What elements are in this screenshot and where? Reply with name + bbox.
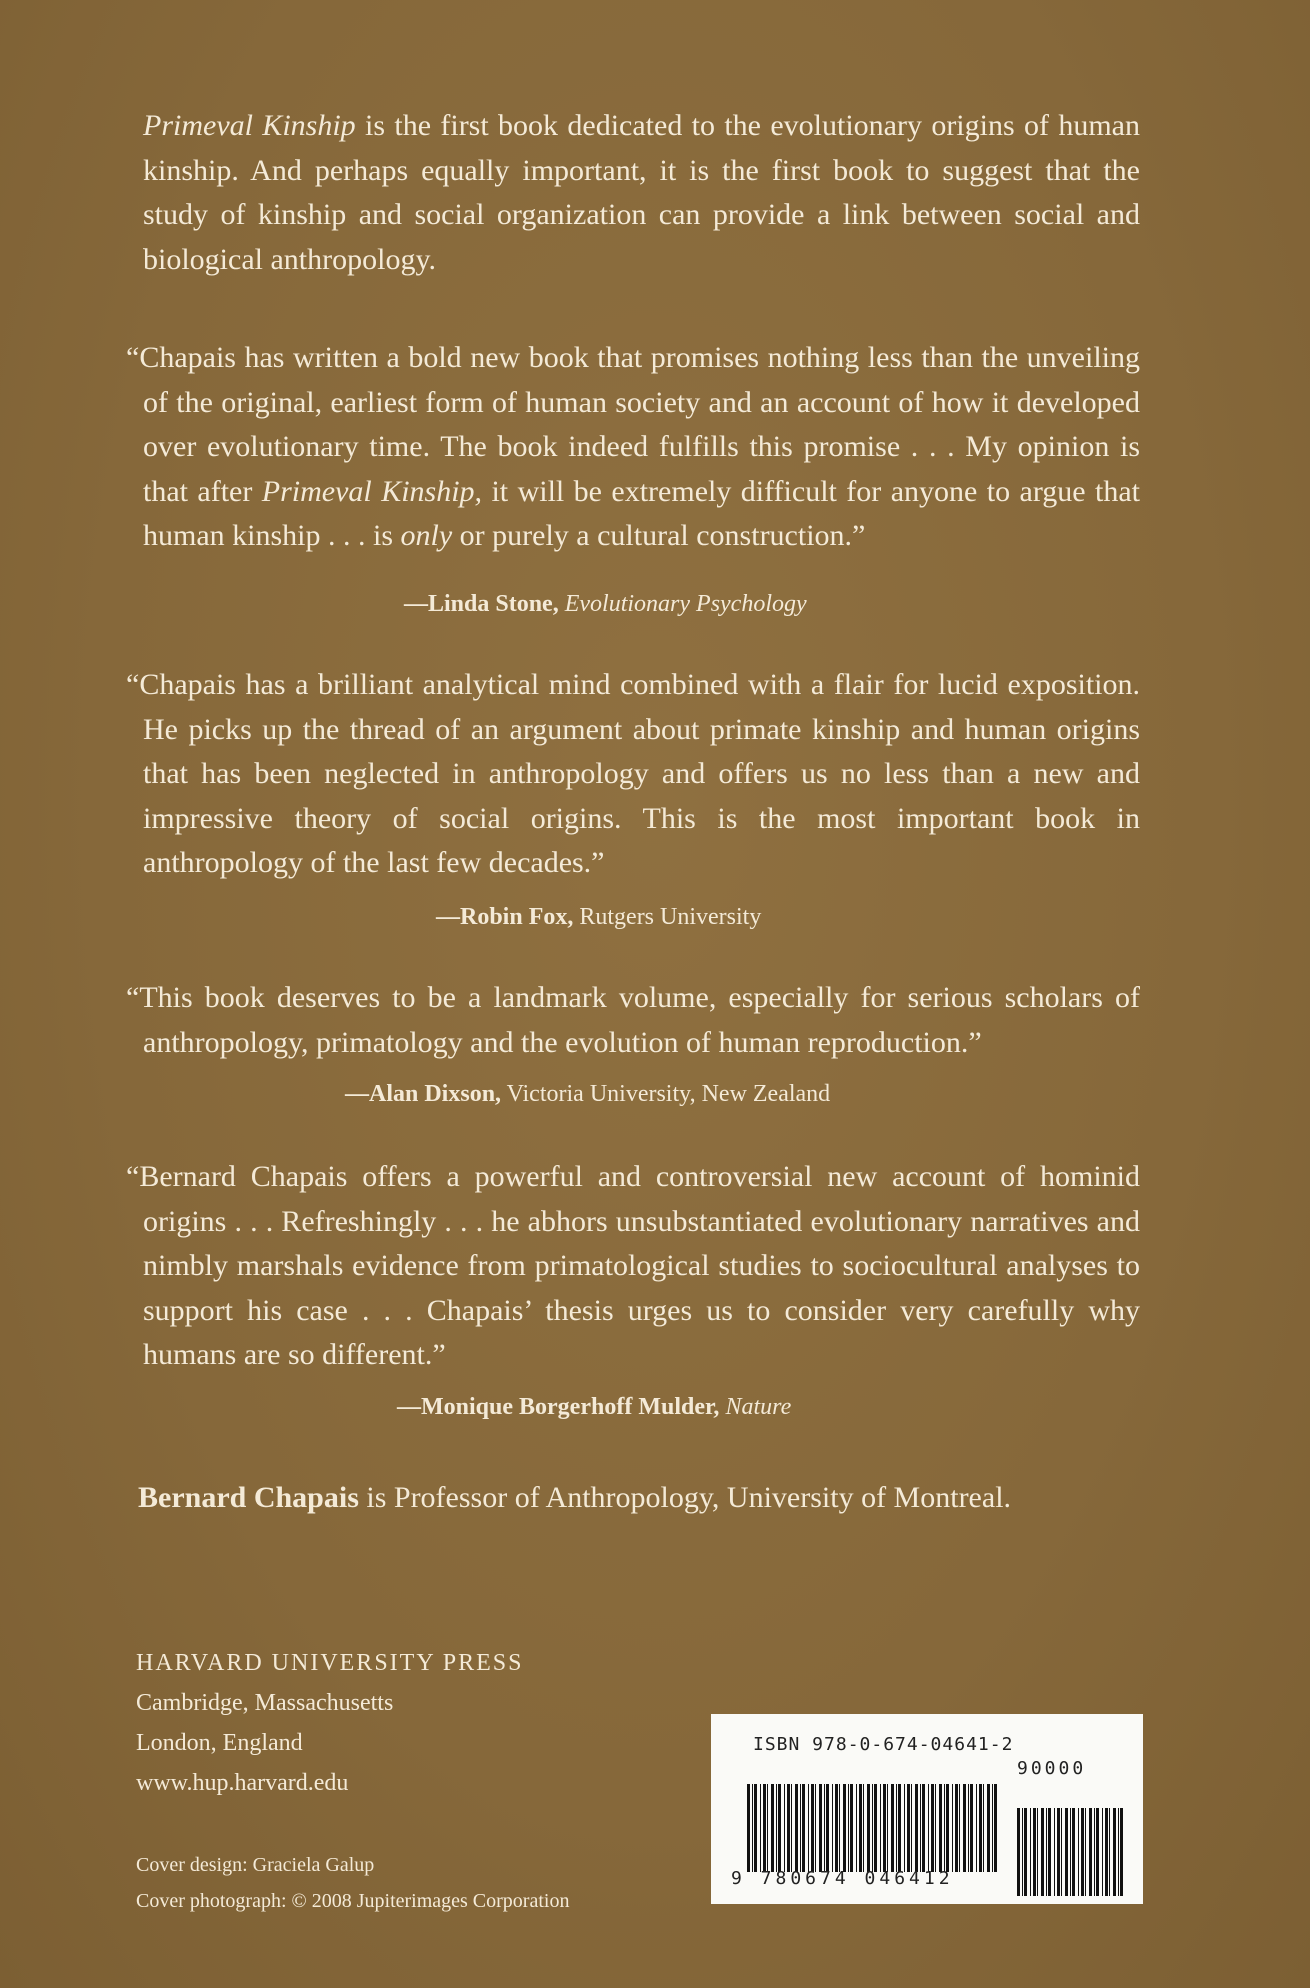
quote-text: “Bernard Chapais offers a powerful and controversial new account of hominid origins . . . Refreshingly . . . he abhors unsubstantiated evolutionary narratives and nimbly marshals evidence from primatological studies to sociocultural analyses to support his case . . . Chapais’ thesis urges us to consider very carefully why humans are so different.” xyxy=(126,1160,1140,1371)
publisher-city: London, England xyxy=(136,1730,303,1756)
barcode-stripe xyxy=(832,1784,833,1872)
attribution-author: —Linda Stone, xyxy=(404,591,559,617)
review-quote xyxy=(126,976,1140,1065)
barcode xyxy=(711,1714,1143,1904)
publisher-name: HARVARD UNIVERSITY PRESS xyxy=(136,1650,524,1676)
quote-attribution xyxy=(397,1394,791,1421)
quote-attribution xyxy=(436,904,761,931)
barcode-stripe xyxy=(747,1784,750,1872)
barcode-stripe xyxy=(795,1784,798,1872)
barcode-stripe xyxy=(754,1784,757,1872)
addon-barcode-bars xyxy=(1017,1808,1129,1896)
barcode-stripe xyxy=(920,1784,921,1872)
review-quote xyxy=(126,1155,1140,1378)
barcode-stripe xyxy=(808,1784,809,1872)
quote-italic: only xyxy=(400,519,453,552)
barcode-stripe xyxy=(1120,1808,1123,1896)
barcode-stripe xyxy=(1017,1808,1020,1896)
barcode-stripe xyxy=(992,1784,993,1872)
attribution-source: Nature xyxy=(725,1394,792,1420)
barcode-stripe xyxy=(850,1784,853,1872)
barcode-stripe xyxy=(968,1784,969,1872)
quote-attribution xyxy=(404,591,807,618)
barcode-stripe xyxy=(911,1784,912,1872)
cover-design-credit: Cover design: Graciela Galup xyxy=(136,1854,375,1876)
barcode-stripe xyxy=(922,1784,925,1872)
barcode-stripe xyxy=(887,1784,888,1872)
blurb-text: is the first book dedicated to the evolutionary origins of human kinship. And perhaps equally important, it is the first book to suggest that the study of kinship and social organization can provide a link between social and biological anthropology. xyxy=(143,109,1140,276)
barcode-stripe xyxy=(1078,1808,1079,1896)
barcode-stripe xyxy=(944,1784,945,1872)
barcode-stripe xyxy=(935,1784,936,1872)
barcode-stripe xyxy=(1118,1808,1119,1896)
barcode-stripe xyxy=(872,1784,873,1872)
attribution-author: —Robin Fox, xyxy=(436,904,574,930)
barcode-stripe xyxy=(800,1784,801,1872)
barcode-stripe xyxy=(1109,1808,1110,1896)
barcode-stripe xyxy=(811,1784,814,1872)
barcode-stripe xyxy=(1072,1808,1075,1896)
barcode-number: 9 780674 046412 xyxy=(731,1868,954,1889)
barcode-stripe xyxy=(1037,1808,1038,1896)
author-name: Bernard Chapais xyxy=(138,1481,359,1514)
barcode-stripe xyxy=(963,1784,966,1872)
quote-text: it will be extremely difficult for anyone to argue that human kinship . . . is xyxy=(143,474,1141,552)
publisher-city: Cambridge, Massachusetts xyxy=(136,1690,394,1716)
barcode-stripe xyxy=(763,1784,766,1872)
barcode-stripe xyxy=(843,1784,846,1872)
barcode-stripe xyxy=(1102,1808,1103,1896)
barcode-stripe xyxy=(970,1784,973,1872)
barcode-stripe xyxy=(994,1784,997,1872)
barcode-stripe xyxy=(867,1784,870,1872)
barcode-stripe xyxy=(1070,1808,1071,1896)
barcode-stripe xyxy=(802,1784,805,1872)
price-code: 90000 xyxy=(1017,1758,1087,1779)
barcode-stripe xyxy=(815,1784,816,1872)
attribution-author: —Alan Dixson, xyxy=(345,1081,502,1107)
barcode-stripe xyxy=(784,1784,785,1872)
barcode-stripe xyxy=(946,1784,949,1872)
barcode-stripe xyxy=(898,1784,901,1872)
cover-photo-credit: Cover photograph: © 2008 Jupiterimages Corporation xyxy=(136,1890,570,1912)
barcode-stripe xyxy=(863,1784,864,1872)
barcode-stripe xyxy=(931,1784,934,1872)
barcode-stripe xyxy=(874,1784,877,1872)
barcode-stripe xyxy=(896,1784,897,1872)
barcode-stripe xyxy=(928,1784,929,1872)
book-blurb xyxy=(143,104,1140,282)
barcode-stripe xyxy=(904,1784,905,1872)
barcode-stripe xyxy=(1054,1808,1055,1896)
review-quote xyxy=(126,336,1140,559)
attribution-source: Victoria University, New Zealand xyxy=(506,1081,831,1107)
quote-attribution xyxy=(345,1081,830,1108)
barcode-stripe xyxy=(976,1784,977,1872)
review-quote xyxy=(126,663,1140,886)
quote-text: “Chapais has written a bold new book that promises nothing less than the unveiling of the original, earliest form of human society and an account of how it developed over evolutionary time. The book indeed fulfills this promise . . . My opinion is that after xyxy=(126,341,1140,508)
barcode-stripe xyxy=(1041,1808,1044,1896)
barcode-stripe xyxy=(1057,1808,1060,1896)
barcode-stripe xyxy=(987,1784,990,1872)
isbn-text: ISBN 978-0-674-04641-2 xyxy=(753,1734,1014,1755)
barcode-stripe xyxy=(1105,1808,1108,1896)
barcode-stripe xyxy=(1061,1808,1062,1896)
barcode-stripe xyxy=(1048,1808,1051,1896)
attribution-source: Rutgers University xyxy=(579,904,762,930)
barcode-stripe xyxy=(1024,1808,1027,1896)
barcode-bars xyxy=(747,1784,999,1872)
barcode-stripe xyxy=(952,1784,953,1872)
publisher-website: www.hup.harvard.edu xyxy=(136,1770,349,1796)
quote-italic: Primeval Kinship, xyxy=(261,474,483,508)
barcode-stripe xyxy=(979,1784,982,1872)
barcode-stripe xyxy=(1065,1808,1068,1896)
barcode-stripe xyxy=(824,1784,825,1872)
author-bio xyxy=(138,1481,1011,1515)
barcode-stripe xyxy=(1085,1808,1086,1896)
barcode-stripe xyxy=(778,1784,781,1872)
barcode-stripe xyxy=(819,1784,822,1872)
quote-text: “This book deserves to be a landmark volume, especially for serious scholars of anthropology, primatology and the evolution of human reproduction.” xyxy=(126,981,1140,1059)
quote-text: “Chapais has a brilliant analytical mind combined with a flair for lucid exposition. He picks up the thread of an argument about primate kinship and human origins that has been neglected in anthropology and offers us no less than a new and impressive theory of social origins. This is the most important book in anthropology of the last few decades.” xyxy=(126,668,1140,879)
barcode-stripe xyxy=(1089,1808,1092,1896)
barcode-stripe xyxy=(939,1784,942,1872)
barcode-stripe xyxy=(959,1784,960,1872)
cover-credits xyxy=(136,1847,569,1919)
barcode-stripe xyxy=(1046,1808,1047,1896)
barcode-stripe xyxy=(839,1784,840,1872)
barcode-stripe xyxy=(883,1784,886,1872)
barcode-stripe xyxy=(791,1784,792,1872)
attribution-source: Evolutionary Psychology xyxy=(564,591,807,617)
barcode-stripe xyxy=(787,1784,790,1872)
barcode-stripe xyxy=(776,1784,777,1872)
barcode-stripe xyxy=(1022,1808,1023,1896)
barcode-stripe xyxy=(835,1784,838,1872)
barcode-stripe xyxy=(955,1784,958,1872)
barcode-stripe xyxy=(1096,1808,1099,1896)
barcode-stripe xyxy=(1030,1808,1031,1896)
barcode-stripe xyxy=(752,1784,753,1872)
barcode-stripe xyxy=(760,1784,761,1872)
barcode-stripe xyxy=(915,1784,918,1872)
author-bio-text: is Professor of Anthropology, University of Montreal. xyxy=(358,1481,1012,1514)
barcode-stripe xyxy=(1094,1808,1095,1896)
barcode-stripe xyxy=(983,1784,984,1872)
book-title: Primeval Kinship xyxy=(143,109,356,142)
barcode-stripe xyxy=(907,1784,910,1872)
quote-text: or purely a cultural construction.” xyxy=(452,519,866,552)
barcode-stripe xyxy=(859,1784,862,1872)
barcode-stripe xyxy=(771,1784,774,1872)
barcode-stripe xyxy=(880,1784,881,1872)
publisher-info xyxy=(136,1643,523,1803)
barcode-stripe xyxy=(767,1784,768,1872)
barcode-stripe xyxy=(848,1784,849,1872)
attribution-author: —Monique Borgerhoff Mulder, xyxy=(397,1394,720,1420)
barcode-stripe xyxy=(856,1784,857,1872)
barcode-stripe xyxy=(1033,1808,1036,1896)
barcode-stripe xyxy=(1081,1808,1084,1896)
barcode-stripe xyxy=(891,1784,894,1872)
barcode-stripe xyxy=(1113,1808,1116,1896)
barcode-stripe xyxy=(826,1784,829,1872)
